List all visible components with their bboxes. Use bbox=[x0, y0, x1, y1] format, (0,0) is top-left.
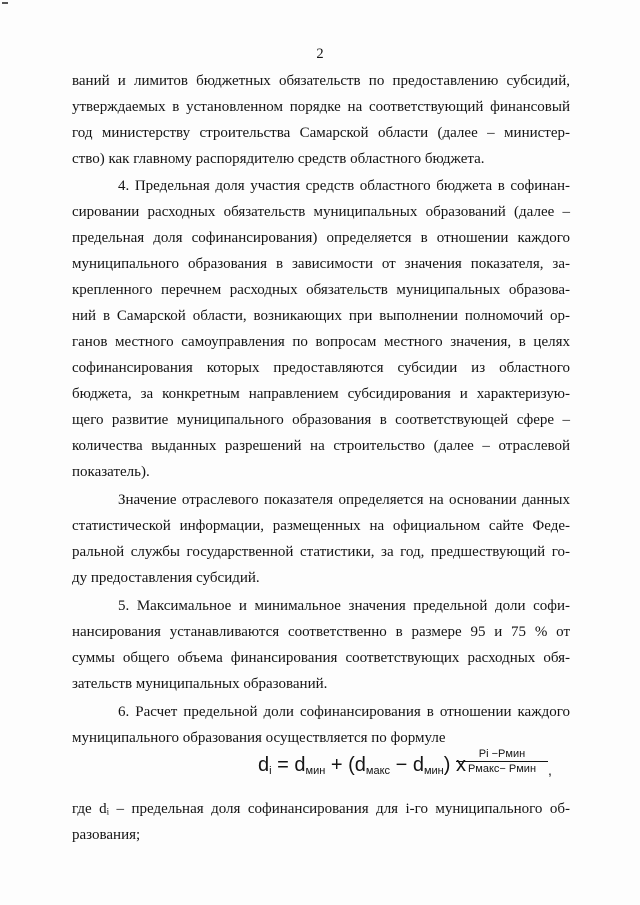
formula-denominator: Pмакс− Pмин bbox=[467, 763, 537, 775]
text-line: утверждаемых в установленном порядке на соответствующий финансовый bbox=[72, 99, 570, 115]
formula-close-times: ) x bbox=[443, 754, 466, 776]
text-line: щего развитие муниципального образования в соответствующей сфере – bbox=[72, 412, 570, 428]
text-line: ду предоставления субсидий. bbox=[72, 570, 260, 586]
text-line: показатель). bbox=[72, 464, 150, 480]
text-line: нансирования устанавливаются соответственно в размере 95 и 75 % от bbox=[72, 624, 570, 640]
text-line: муниципального образования в зависимости от значения показателя, за- bbox=[72, 256, 570, 272]
formula-sub-i: i bbox=[269, 765, 272, 777]
definition-line: где dᵢ – предельная доля софинансирования для i-го муниципального об- bbox=[72, 801, 570, 817]
text-line: ваний и лимитов бюджетных обязательств по предоставлению субсидий, bbox=[72, 73, 570, 89]
text-line: софинансирования которых предоставляются субсидии из областного bbox=[72, 360, 570, 376]
formula-numerator: Pi −Pмин bbox=[456, 748, 548, 762]
text-line: ство) как главному распорядителю средств областного бюджета. bbox=[72, 151, 485, 167]
formula-sub-min: мин bbox=[305, 765, 326, 777]
text-line: ний в Самарской области, возникающих при выполнении полномочий ор- bbox=[72, 308, 570, 324]
text-line: год министерству строительства Самарской области (далее – министер- bbox=[72, 125, 570, 141]
formula-d-min-2: d bbox=[412, 754, 424, 776]
scan-corner-mark bbox=[2, 2, 8, 4]
text-line: суммы общего объема финансирования соответствующих расходных обя- bbox=[72, 650, 570, 666]
page-number: 2 bbox=[316, 46, 324, 62]
text-line: разования; bbox=[72, 827, 141, 843]
text-line: предельная доля софинансирования) определяется в отношении каждого bbox=[72, 230, 570, 246]
text-line: крепленного перечнем расходных обязательств муниципальных образова- bbox=[72, 282, 570, 298]
text-line: сировании расходных обязательств муниципальных образований (далее – bbox=[72, 204, 570, 220]
text-line: статистической информации, размещенных на официальном сайте Феде- bbox=[72, 518, 570, 534]
formula-main bbox=[258, 754, 466, 777]
paragraph-5-first-line: 5. Максимальное и минимальное значения предельной доли софи- bbox=[118, 598, 570, 614]
paragraph-indicator-first-line: Значение отраслевого показателя определяется на основании данных bbox=[118, 492, 570, 508]
formula-minus: − bbox=[395, 754, 408, 776]
paragraph-6-first-line: 6. Расчет предельной доли софинансирования в отношении каждого bbox=[118, 704, 570, 720]
share-formula bbox=[258, 748, 568, 788]
formula-d-max: d bbox=[354, 754, 366, 776]
formula-fraction bbox=[456, 748, 548, 775]
text-line: муниципального образования осуществляется по формуле bbox=[72, 730, 446, 746]
text-line: ральной службы государственной статистики, за год, предшествующий го- bbox=[72, 544, 570, 560]
text-line: ганов местного самоуправления по вопросам местного значения, в целях bbox=[72, 334, 570, 350]
text-line: бюджета, за конкретным направлением субсидирования и характеризую- bbox=[72, 386, 570, 402]
text-line: количества выданных разрешений на строительство (далее – отраслевой bbox=[72, 438, 570, 454]
formula-sub-max: макс bbox=[365, 765, 391, 777]
formula-d-min: d bbox=[294, 754, 306, 776]
formula-plus-open: + ( bbox=[330, 754, 355, 776]
paragraph-4-first-line: 4. Предельная доля участия средств областного бюджета в софинан- bbox=[118, 178, 570, 194]
formula-equals: = bbox=[277, 754, 289, 776]
formula-comma: , bbox=[548, 762, 552, 778]
formula-sub-min-2: мин bbox=[423, 765, 444, 777]
text-line: зательств муниципальных образований. bbox=[72, 676, 328, 692]
formula-d: d bbox=[258, 754, 270, 776]
